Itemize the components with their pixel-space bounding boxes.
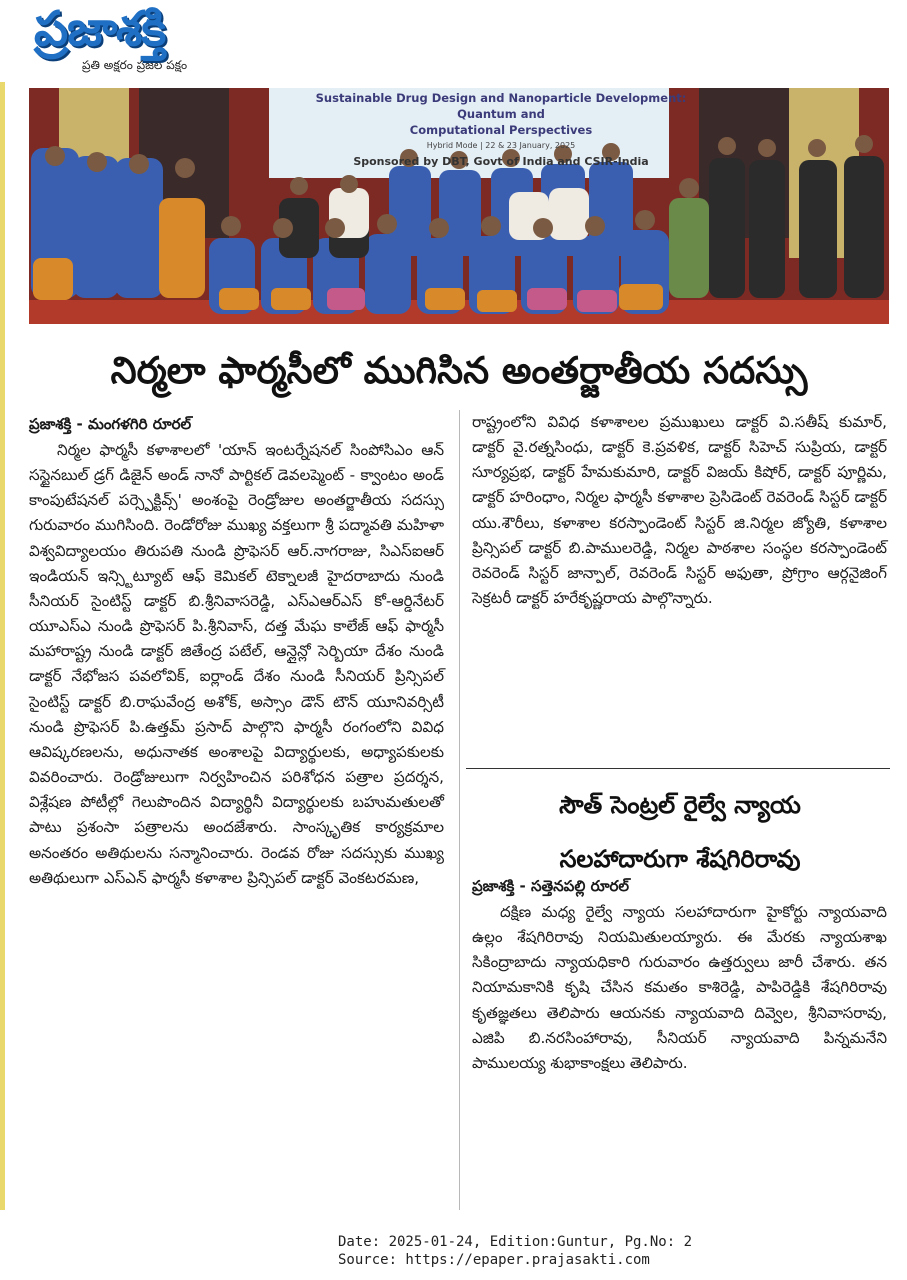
masthead — [34, 2, 264, 76]
masthead-tagline: ప్రతి అక్షరం ప్రజల పక్షం — [82, 58, 188, 72]
page-footer — [338, 1233, 692, 1269]
article2-column — [472, 872, 887, 1076]
article1-body-left: నిర్మల ఫార్మసీ కళాశాలలో 'యాన్ ఇంటర్నేషనల్ సింపోసిఎం ఆన్ సస్టైనబుల్ డ్రగ్ డిజైన్ అండ్ నానో పార్టికల్ డెవలప్మెంట్ - క్వాంటం అండ్ కాంపుటేషనల్ పర్స్పెక్టివ్స్' అంశంపై రెండ్రోజుల అంతర్జాతీయ సదస్సు గురువారం ముగిసింది. రెండోరోజు ముఖ్య వక్తలుగా శ్రీ పద్మావతి మహిళా విశ్వవిద్యాలయం తిరుపతి నుండి ప్రొఫెసర్ ఆర్.నాగరాజు, సిఎస్ఐఆర్ ఇండియన్ ఇన్స్టిట్యూట్ ఆఫ్ కెమికల్ టెక్నాలజీ హైదరాబాదు నుండి సీనియర్ సైంటిస్ట్ డాక్టర్ బి.శ్రీనివాసరెడ్డి, ఎస్ఎఆర్ఎస్ కో-ఆర్డినేటర్ యూఎస్ఎ నుండి ప్రొఫెసర్ పి.శ్రీనివాస్, దత్త మేఘ కాలేజ్ ఆఫ్ ఫార్మసీ మహారాష్ట్ర నుండి డాక్టర్ జితేంద్ర పటేల్, ఆన్లైన్లో సెర్బియా దేశం నుండి డాక్టర్ నేభోజస పవలోవిక్, ఐర్లాండ్ దేశం నుండి సీనియర్ ప్రిన్సిపల్ సైంటిస్ట్ డాక్టర్ బి.రాఘవేంద్ర అశోక్, అస్సాం డౌన్ టౌన్ యూనివర్సిటీ నుండి ప్రొఫెసర్ పి.ఉత్తమ్ ప్రసాద్ పాల్గొని ఫార్మసీ రంగంలోని వివిధ ఆవిష్కరణలను, అధునాతక అంశాలపై విద్యార్థులకు, అధ్యాపకులకు వివరించారు. రెండ్రోజులుగా నిర్వహించిన పరిశోధన పత్రాల ప్రదర్శన, విశ్లేషణ పోటీల్లో గెలుపొందిన విద్యార్థినీ విద్యార్థులకు బహుమతులతో పాటు ప్రశంసా పత్రాలను అందజేశారు. సాంస్కృతిక కార్యక్రమాల అనంతరం అతిథులను సన్మానించారు. రెండవ రోజు సదస్సుకు ముఖ్య అతిథులుగా ఎస్ఎన్ ఫార్మసీ కళాశాల ప్రిన్సిపల్ డాక్టర్ వెంకటరమణ, — [29, 441, 444, 887]
article2-headline-line1: సౌత్ సెంట్రల్ రైల్వే న్యాయ — [559, 791, 801, 819]
event-photo — [29, 88, 889, 324]
column-divider — [459, 410, 460, 1210]
footer-date-edition: Date: 2025-01-24, Edition:Guntur, Pg.No: 2 — [338, 1234, 693, 1250]
banner-title-line1: Sustainable Drug Design and Nanoparticle Development: Quantum and — [315, 91, 687, 121]
article1-dateline: ప్రజాశక్తి - మంగళగిరి రూరల్ — [29, 415, 192, 433]
article1-left-column — [29, 410, 444, 891]
article2-dateline: ప్రజాశక్తి - సత్తెనపల్లి రూరల్ — [472, 877, 630, 895]
banner-sponsor: Sponsored by DBT, Govt of India and CSIR-India — [353, 155, 649, 168]
banner-hybrid-mode: Hybrid Mode | 22 & 23 January, 2025 — [426, 141, 576, 150]
article2-body: దక్షిణ మధ్య రైల్వే న్యాయ సలహాదారుగా హైకోర్టు న్యాయవాది ఉల్లం శేషగిరిరావు నియమితులయ్యారు. ఈ మేరకు న్యాయశాఖ సికింద్రాబాదు న్యాయధికారి గురువారం ఉత్తర్వులు జారీ చేశారు. తన నియామకానికి కృషి చేసిన కమతం కాశిరెడ్డి, పాపిరెడ్డికి శేషగిరిరావు కృతజ్ఞతలు తెలిపారు ఆయనకు న్యాయవాది దివ్వెల, శ్రీనివాసరావు, ఎజిపి బి.నరసింహారావు, సీనియర్ న్యాయవాది పిన్నమనేని పాములయ్య శుభాకాంక్షలు తెలిపారు. — [472, 903, 887, 1072]
banner-text — [291, 90, 711, 170]
footer-source: Source: https://epaper.prajasakti.com — [338, 1252, 650, 1268]
article1-right-column — [472, 410, 887, 611]
article2-headline — [470, 778, 890, 886]
banner-title-line2: Computational Perspectives — [409, 123, 593, 137]
article-separator-rule — [466, 768, 890, 769]
article1-body-right: రాష్ట్రంలోని వివిధ కళాశాలల ప్రముఖులు డాక్టర్ వి.సతీష్ కుమార్, డాక్టర్ వై.రత్నసింధు, డాక్టర్ కె.ప్రవళిక, డాక్టర్ సిహెచ్ సుప్రియ, డాక్టర్ సూర్యప్రభ, డాక్టర్ హేమకుమారి, డాక్టర్ విజయ్ కిషోర్, డాక్టర్ పూర్ణిమ, డాక్టర్ హరింధాం, నిర్మల ఫార్మసీ కళాశాల ప్రెసిడెంట్ రెవరెండ్ సిస్టర్ డాక్టర్ యు.శౌరీలు, కళాశాల కరస్పాండెంట్ సిస్టర్ జి.నిర్మల జ్యోతి, కళాశాల ప్రిన్సిపల్ డాక్టర్ బి.పాములరెడ్డి, నిర్మల పాఠశాల సంస్థల కరస్పాండెంట్ రెవరెండ్ సిస్టర్ జాన్పాల్, రెవరెండ్ సిస్టర్ అఫుతా, ప్రోగ్రాం ఆర్గనైజింగ్ సెక్రటరీ డాక్టర్ హరేకృష్ణరాయ పాల్గొన్నారు. — [472, 413, 887, 608]
side-color-rule — [0, 82, 5, 1210]
main-headline: నిర్మలా ఫార్మసీలో ముగిసిన అంతర్జాతీయ సదస్సు — [110, 349, 808, 392]
newspaper-logo: ప్రజాశక్తి — [34, 1, 166, 57]
article2-headline-line2: సలహాదారుగా శేషగిరిరావు — [559, 845, 801, 873]
